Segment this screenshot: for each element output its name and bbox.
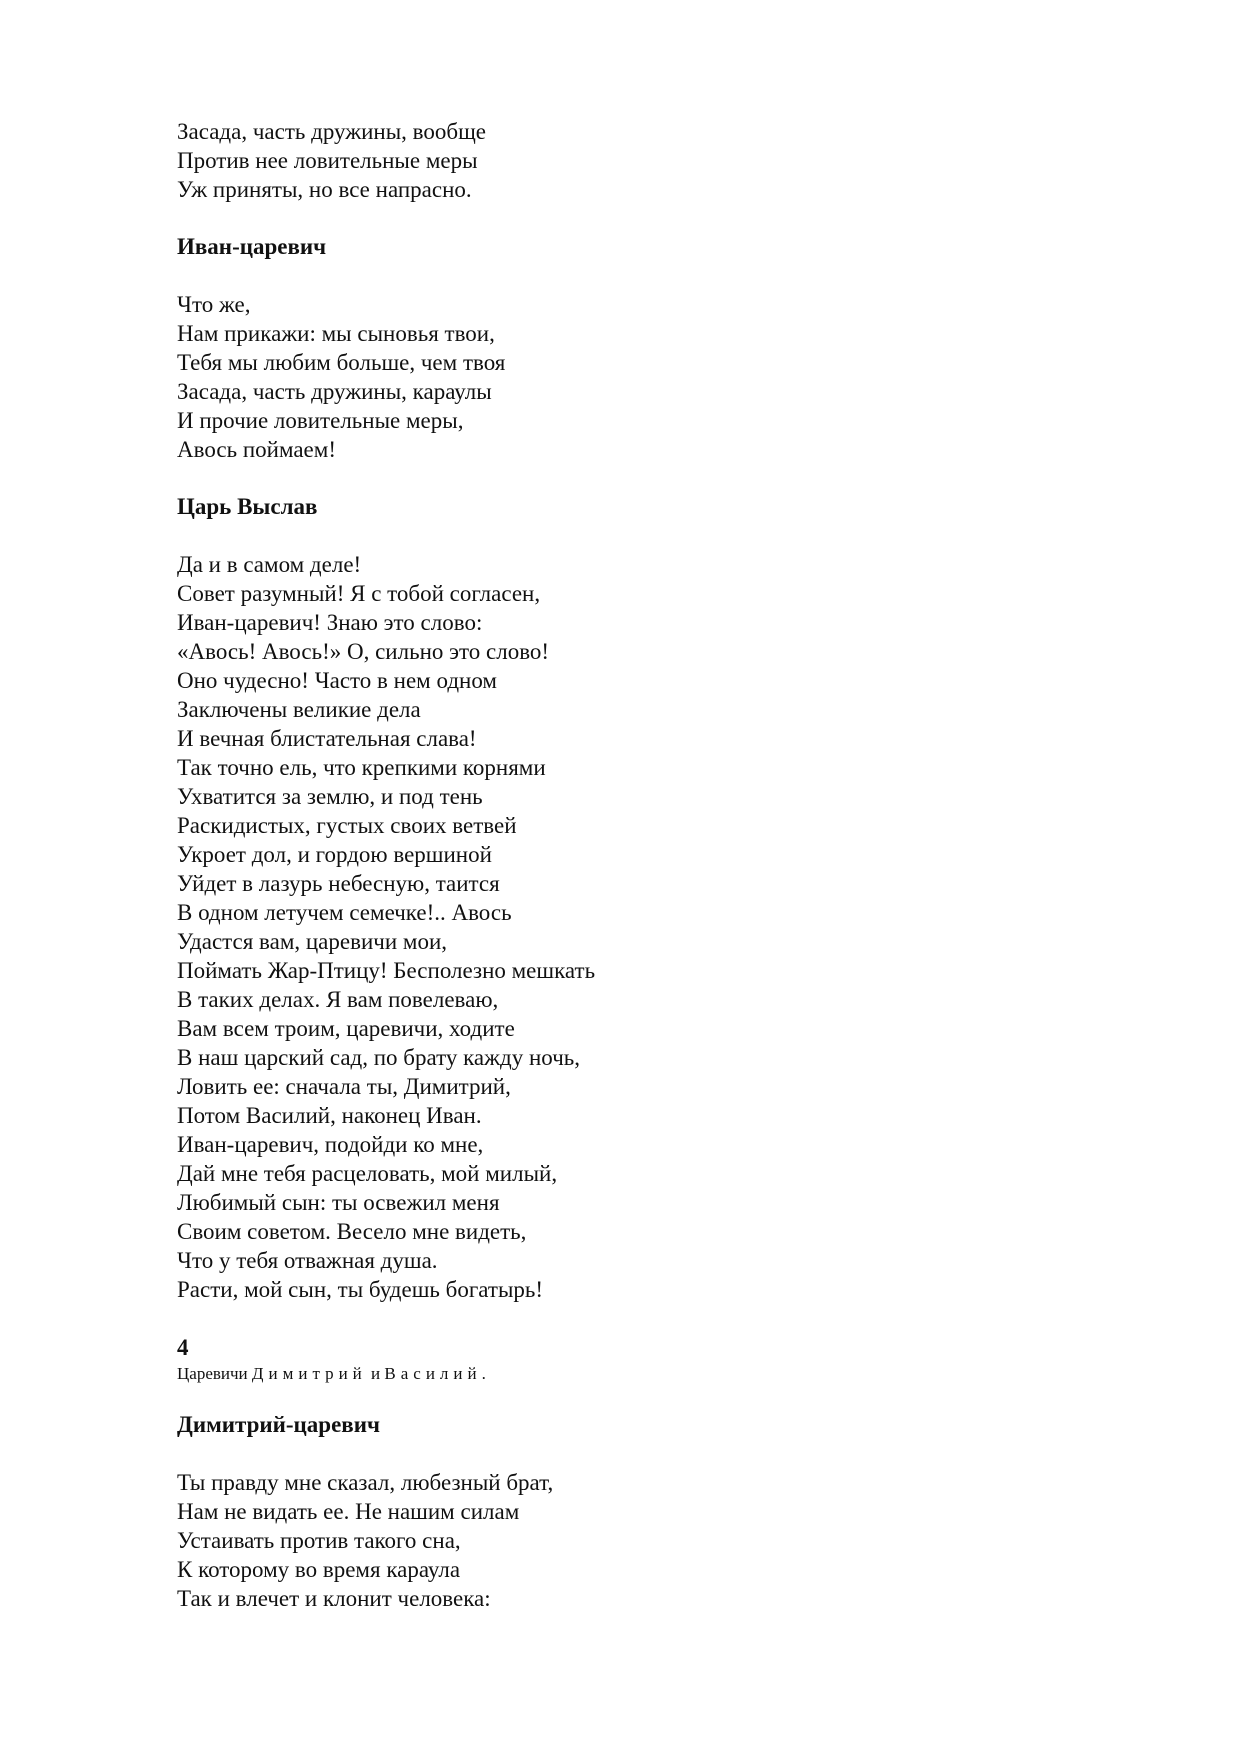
- verse-line: Засада, часть дружины, караулы: [177, 379, 492, 404]
- verse-line: Расти, мой сын, ты будешь богатырь!: [177, 1277, 544, 1302]
- opening-stanza: [177, 117, 1127, 204]
- verse-line: И вечная блистательная слава!: [177, 726, 477, 751]
- verse-line: Тебя мы любим больше, чем твоя: [177, 350, 506, 375]
- verse-line: К которому во время караула: [177, 1557, 461, 1582]
- verse-line: Любимый сын: ты освежил меня: [177, 1190, 500, 1215]
- verse-line: Дай мне тебя расцеловать, мой милый,: [177, 1161, 558, 1186]
- verse-line: Что у тебя отважная душа.: [177, 1248, 438, 1273]
- verse-line: Засада, часть дружины, вообще: [177, 119, 486, 144]
- verse-line: Вам всем троим, царевичи, ходите: [177, 1016, 515, 1041]
- verse-line: Укроет дол, и гордою вершиной: [177, 842, 492, 867]
- verse-line: Нам прикажи: мы сыновья твои,: [177, 321, 495, 346]
- verse-line: Иван-царевич! Знаю это слово:: [177, 610, 483, 635]
- verse-line: Нам не видать ее. Не нашим силам: [177, 1499, 520, 1524]
- verse-line: Своим советом. Весело мне видеть,: [177, 1219, 527, 1244]
- speaker-tsar: Царь Выслав: [177, 494, 318, 519]
- verse-line: Ловить ее: сначала ты, Димитрий,: [177, 1074, 511, 1099]
- speech-ivan: [177, 290, 1127, 464]
- verse-line: Поймать Жар-Птицу! Бесполезно мешкать: [177, 958, 596, 983]
- stage-direction: [177, 1362, 1127, 1386]
- verse-line: Уж приняты, но все напрасно.: [177, 177, 472, 202]
- verse-line: Заключены великие дела: [177, 697, 421, 722]
- verse-line: Оно чудесно! Часто в нем одном: [177, 668, 497, 693]
- verse-line: Ты правду мне сказал, любезный брат,: [177, 1470, 554, 1495]
- verse-line: В одном летучем семечке!.. Авось: [177, 900, 512, 925]
- verse-line: Да и в самом деле!: [177, 552, 362, 577]
- stage-direction-conjunction: и: [371, 1364, 381, 1383]
- verse-line: Потом Василий, наконец Иван.: [177, 1103, 482, 1128]
- verse-line: Иван-царевич, подойди ко мне,: [177, 1132, 484, 1157]
- verse-line: Против нее ловительные меры: [177, 148, 478, 173]
- verse-line: Раскидистых, густых своих ветвей: [177, 813, 517, 838]
- speech-tsar: [177, 550, 1127, 1304]
- verse-line: Так точно ель, что крепкими корнями: [177, 755, 546, 780]
- verse-line: Авось поймаем!: [177, 437, 336, 462]
- verse-line: В таких делах. Я вам повелеваю,: [177, 987, 499, 1012]
- stage-direction-name-1: Димитрий: [251, 1364, 367, 1383]
- verse-line: «Авось! Авось!» О, сильно это слово!: [177, 639, 550, 664]
- verse-line: Удастся вам, царевичи мои,: [177, 929, 448, 954]
- speech-dimitry: [177, 1468, 1127, 1613]
- verse-line: Что же,: [177, 292, 251, 317]
- scene-heading: [177, 1333, 1127, 1386]
- verse-line: Уйдет в лазурь небесную, таится: [177, 871, 500, 896]
- speaker-dimitry: Димитрий-царевич: [177, 1412, 380, 1437]
- verse-line: И прочие ловительные меры,: [177, 408, 464, 433]
- verse-line: В наш царский сад, по брату кажду ночь,: [177, 1045, 581, 1070]
- verse-line: Совет разумный! Я с тобой согласен,: [177, 581, 541, 606]
- verse-line: Ухватится за землю, и под тень: [177, 784, 483, 809]
- document-page: [177, 117, 1127, 1613]
- scene-number: 4: [177, 1335, 189, 1360]
- stage-direction-name-2: Василий.: [384, 1364, 491, 1383]
- stage-direction-prefix: Царевичи: [177, 1364, 248, 1383]
- verse-line: Устаивать против такого сна,: [177, 1528, 461, 1553]
- speaker-ivan: Иван-царевич: [177, 234, 327, 259]
- verse-line: Так и влечет и клонит человека:: [177, 1586, 491, 1611]
